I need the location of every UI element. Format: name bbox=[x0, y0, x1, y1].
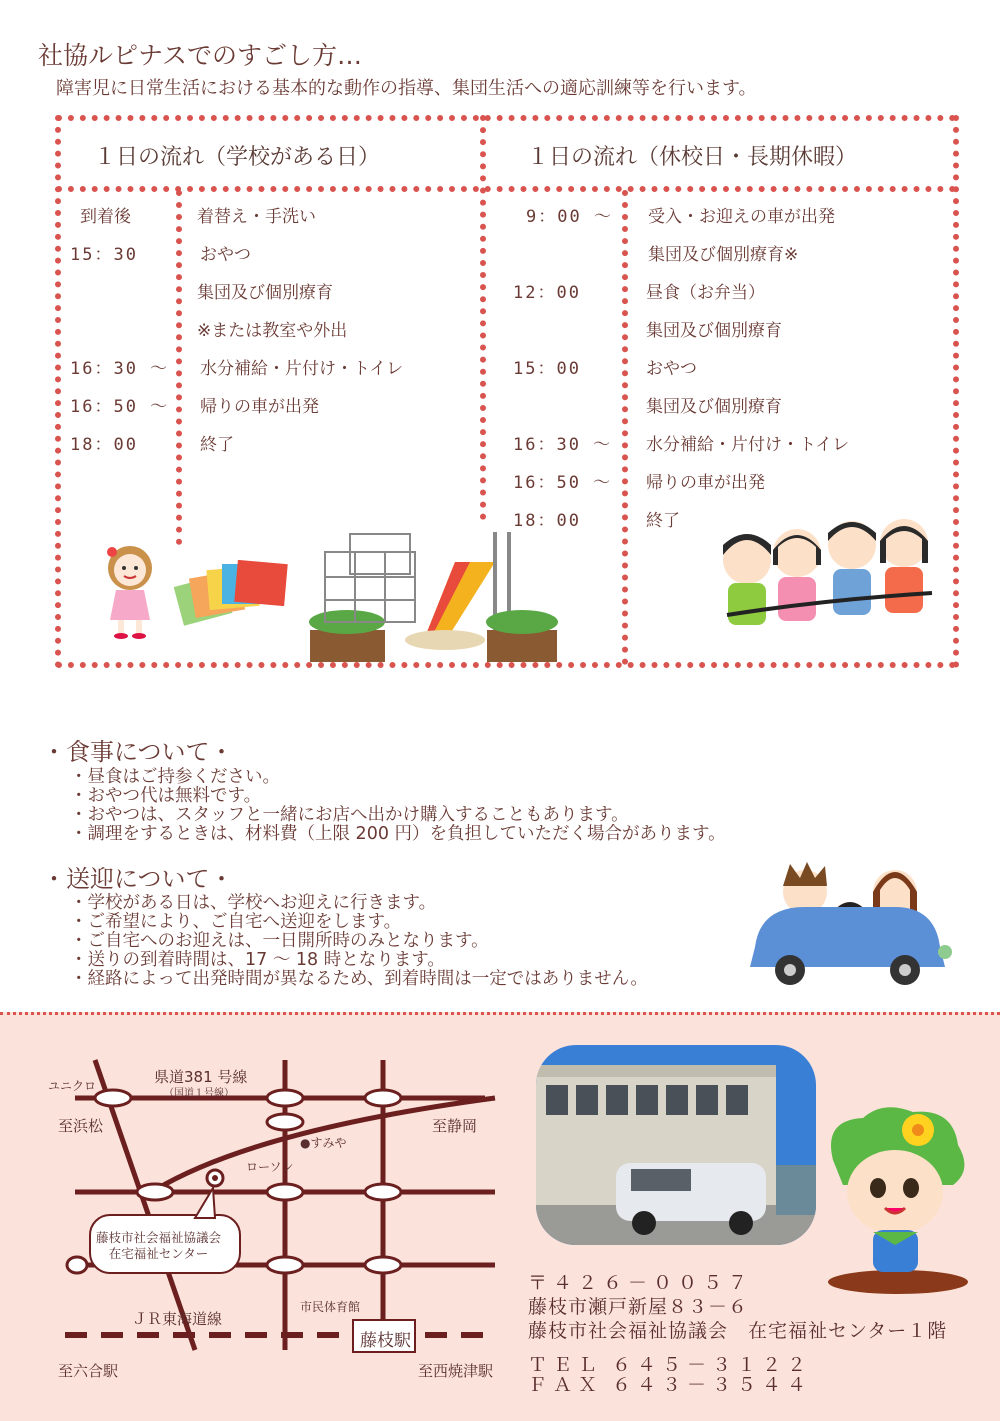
meals-item: ・おやつは、スタッフと一緒にお店へ出かけ購入することもあります。 bbox=[70, 805, 629, 825]
holiday-activity: 集団及び個別療育 bbox=[646, 321, 782, 341]
school-time: 16：50 ～ bbox=[70, 397, 170, 417]
holiday-activity: 集団及び個別療育 bbox=[646, 397, 782, 417]
map-label-route-sub: （国道１号線） bbox=[164, 1088, 234, 1099]
children-playing-illustration bbox=[712, 505, 942, 655]
school-time: 15：30 bbox=[70, 245, 138, 265]
transport-item: ・経路によって出発時間が異なるため、到着時間は一定ではありません。 bbox=[70, 969, 648, 989]
meals-item: ・おやつ代は無料です。 bbox=[70, 786, 262, 806]
meals-item: ・調理をするときは、材料費（上限 200 円）を負担していただく場合があります。 bbox=[70, 824, 726, 844]
schedule-divider-left-col bbox=[176, 190, 182, 545]
transport-item: ・学校がある日は、学校へお迎えに行きます。 bbox=[70, 893, 437, 913]
school-activity: 終了 bbox=[200, 435, 234, 455]
schedule-border-top bbox=[56, 115, 956, 121]
schedule-border-left bbox=[55, 115, 61, 668]
schedule-school-heading: １日の流れ（学校がある日） bbox=[94, 145, 381, 170]
map-label-route: 県道381 号線 bbox=[154, 1068, 248, 1086]
building-photo bbox=[536, 1045, 816, 1245]
map-label-station: 藤枝駅 bbox=[360, 1331, 411, 1351]
school-time: 16：30 ～ bbox=[70, 359, 170, 379]
contact-postal: 〒４２６－００５７ bbox=[528, 1272, 754, 1294]
access-map bbox=[55, 1050, 515, 1380]
map-label-lawson: ローソン bbox=[246, 1160, 294, 1174]
school-activity: 集団及び個別療育 bbox=[197, 283, 333, 303]
holiday-activity: 受入・お迎えの車が出発 bbox=[648, 207, 835, 227]
holiday-time: 12：00 bbox=[513, 283, 581, 303]
schedule-border-mid bbox=[56, 186, 956, 192]
transport-item: ・送りの到着時間は、17 ～ 18 時となります。 bbox=[70, 950, 445, 970]
school-activity: 水分補給・片付け・トイレ bbox=[200, 359, 404, 379]
school-activity: おやつ bbox=[200, 245, 251, 265]
schedule-divider-right-col bbox=[622, 190, 628, 665]
contact-address: 藤枝市瀬戸新屋８３－６ bbox=[528, 1296, 749, 1318]
holiday-time: 15：00 bbox=[513, 359, 581, 379]
meals-item: ・昼食はご持参ください。 bbox=[70, 767, 280, 787]
mascot-illustration bbox=[823, 1100, 973, 1295]
map-label-uniqlo: ユニクロ bbox=[48, 1079, 97, 1093]
holiday-time: 16：30 ～ bbox=[513, 435, 613, 455]
origami-paper-illustration bbox=[170, 552, 300, 632]
page-title: 社協ルピナスでのすごし方… bbox=[38, 41, 363, 70]
school-time: 18：00 bbox=[70, 435, 138, 455]
school-time: 到着後 bbox=[80, 207, 131, 227]
map-label-center: 藤枝市社会福祉協議会 在宅福祉センター bbox=[96, 1230, 222, 1261]
meals-title: ・食事について・ bbox=[42, 738, 234, 766]
school-activity: 着替え・手洗い bbox=[197, 207, 316, 227]
contact-fax-label: ＦＡＸ bbox=[528, 1374, 604, 1396]
playground-illustration bbox=[305, 522, 565, 662]
doll-illustration bbox=[92, 540, 182, 640]
schedule-border-right bbox=[953, 115, 959, 668]
school-activity: 帰りの車が出発 bbox=[200, 397, 319, 417]
map-label-to-nishiyaizu: 至西焼津駅 bbox=[418, 1362, 494, 1380]
meals-list bbox=[70, 768, 726, 844]
school-activity: ※または教室や外出 bbox=[197, 321, 348, 341]
holiday-activity: 集団及び個別療育※ bbox=[648, 245, 799, 265]
holiday-activity: 終了 bbox=[646, 511, 680, 531]
holiday-activity: おやつ bbox=[646, 359, 697, 379]
schedule-holiday-heading: １日の流れ（休校日・長期休暇） bbox=[527, 145, 858, 170]
holiday-activity: 昼食（お弁当） bbox=[646, 283, 765, 303]
holiday-activity: 帰りの車が出発 bbox=[646, 473, 765, 493]
transport-title: ・送迎について・ bbox=[42, 865, 234, 893]
schedule-divider-center bbox=[480, 115, 486, 520]
map-label-to-hamamatsu: 至浜松 bbox=[58, 1117, 104, 1135]
map-label-to-rokugo: 至六合駅 bbox=[58, 1362, 119, 1380]
map-label-to-shizuoka: 至静岡 bbox=[432, 1117, 478, 1135]
contact-fax: ６４３－３５４４ bbox=[612, 1374, 813, 1396]
holiday-time: 18：00 bbox=[513, 511, 581, 531]
footer-divider bbox=[0, 1012, 1000, 1015]
holiday-time: 16：50 ～ bbox=[513, 473, 613, 493]
car-with-kids-illustration bbox=[745, 852, 960, 987]
holiday-time: 9：00 ～ bbox=[526, 207, 613, 227]
page-subtitle: 障害児に日常生活における基本的な動作の指導、集団生活への適応訓練等を行います。 bbox=[56, 78, 757, 99]
transport-item: ・ご希望により、ご自宅へ送迎をします。 bbox=[70, 912, 402, 932]
contact-tel-label: ＴＥＬ bbox=[528, 1354, 604, 1376]
transport-item: ・ご自宅へのお迎えは、一日開所時のみとなります。 bbox=[70, 931, 489, 951]
schedule-border-bottom bbox=[56, 662, 956, 668]
map-label-sumiya: ●すみや bbox=[300, 1136, 347, 1150]
transport-list bbox=[70, 894, 648, 989]
holiday-activity: 水分補給・片付け・トイレ bbox=[646, 435, 850, 455]
contact-org: 藤枝市社会福祉協議会 在宅福祉センター１階 bbox=[528, 1320, 948, 1342]
map-label-gym: 市民体育館 bbox=[300, 1300, 361, 1314]
map-label-jr-line: ＪＲ東海道線 bbox=[132, 1310, 223, 1328]
contact-tel: ６４５－３１２２ bbox=[612, 1354, 813, 1376]
